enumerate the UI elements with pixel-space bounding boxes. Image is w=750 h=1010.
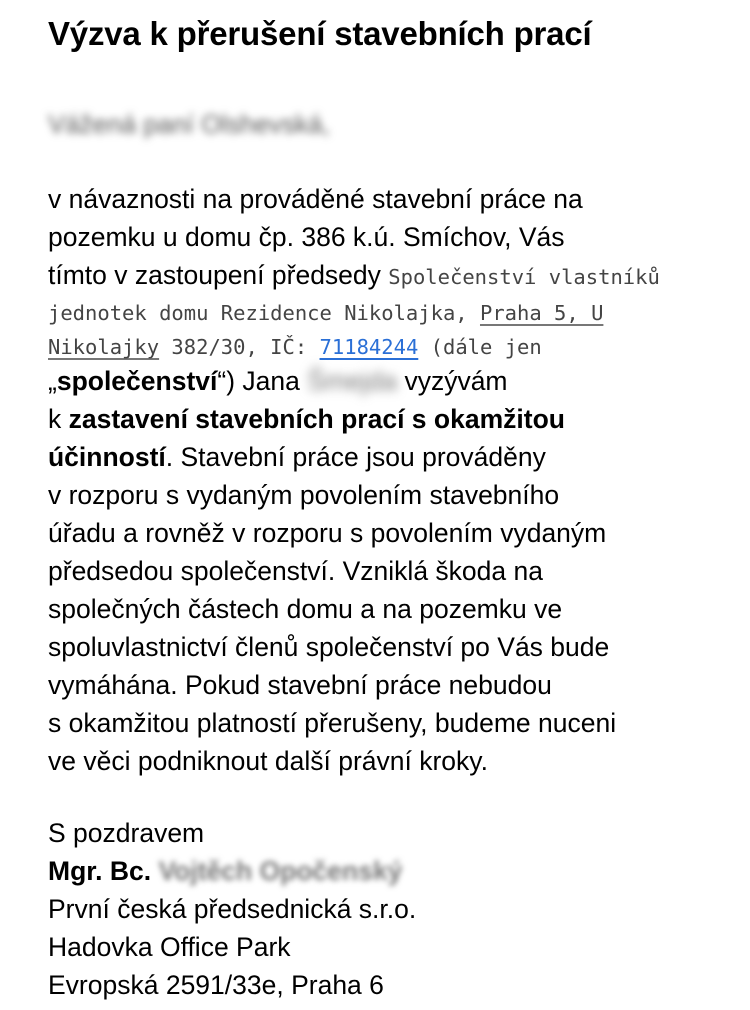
address-link[interactable]: Praha 5, U — [479, 301, 604, 325]
body-line — [48, 328, 728, 362]
redacted-name: Vojtěch Opočenský — [151, 856, 403, 886]
emphasis-text: zastavení stavebních prací s okamžitou — [68, 404, 565, 434]
greeting: Vážená paní Olshevská, — [48, 109, 330, 139]
body-line: v rozporu s vydaným povolením stavebního — [48, 480, 560, 510]
name-prefix: Mgr. Bc. — [48, 856, 152, 886]
body-line — [48, 294, 728, 328]
closing: S pozdravem — [48, 818, 205, 848]
body-line: společných částech domu a na pozemku ve — [48, 594, 563, 624]
company-id-link[interactable]: 71184244 — [319, 335, 419, 359]
body-line — [48, 256, 728, 294]
emphasis-text: společenství — [56, 366, 218, 396]
address-text: 382/30, IČ: — [159, 335, 320, 359]
body-line: spoluvlastnictví členů společenství po Vás bude — [48, 632, 610, 662]
body-text: (dále jen — [418, 335, 542, 359]
company-name: První česká předsednická s.r.o. — [48, 894, 417, 924]
signature-block — [48, 814, 416, 1004]
body-line — [48, 362, 728, 400]
body-line: předsedou společenství. Vzniklá škoda na — [48, 556, 543, 586]
body-text: vyzývám — [397, 366, 508, 396]
body-text: . Stavební práce jsou prováděny — [165, 442, 546, 472]
office-name: Hadovka Office Park — [48, 932, 291, 962]
body-line: úřadu a rovněž v rozporu s povolením vydaným — [48, 518, 607, 548]
body-line: v návaznosti na prováděné stavební práce na — [48, 184, 583, 214]
body-text: „ — [48, 366, 57, 396]
body-line: ve věci podniknout další právní kroky. — [48, 746, 488, 776]
body-text: tímto v zastoupení předsedy — [48, 260, 389, 290]
address-link[interactable]: Nikolajky — [48, 335, 160, 359]
emphasis-text: účinností — [48, 442, 166, 472]
association-name: jednotek domu Rezidence Nikolajka, — [48, 301, 480, 325]
letter-body — [48, 180, 728, 780]
body-line: pozemku u domu čp. 386 k.ú. Smíchov, Vás — [48, 222, 565, 252]
signatory-name — [48, 852, 416, 890]
body-line — [48, 400, 728, 438]
redacted-surname: Šmejda — [307, 366, 398, 396]
body-line: s okamžitou platností přerušeny, budeme nuceni — [48, 708, 617, 738]
letter-title: Výzva k přerušení stavebních prací — [48, 15, 592, 52]
office-address: Evropská 2591/33e, Praha 6 — [48, 970, 384, 1000]
association-name: Společenství vlastníků — [388, 265, 660, 289]
body-line: vymáhána. Pokud stavební práce nebudou — [48, 670, 552, 700]
body-line — [48, 438, 728, 476]
body-text: k — [48, 404, 69, 434]
body-text: “) Jana — [217, 366, 308, 396]
